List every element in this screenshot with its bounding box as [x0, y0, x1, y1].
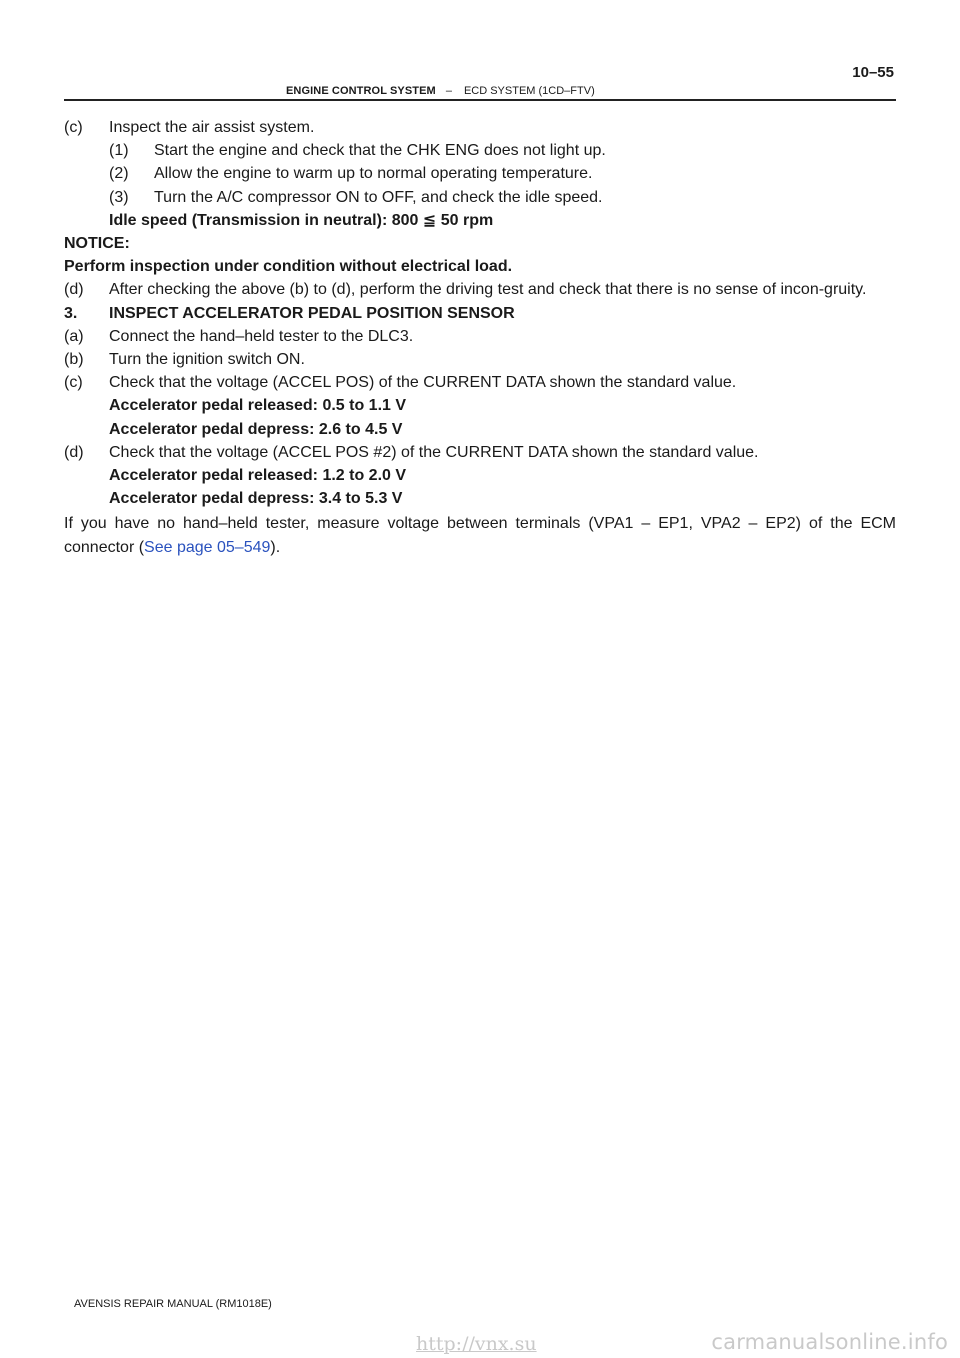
watermark-vnx: http://vnx.su — [416, 1333, 537, 1355]
step-d-driving-test — [64, 278, 896, 301]
substep-text: Turn the A/C compressor ON to OFF, and check the idle speed. — [154, 188, 603, 206]
no-tester-note — [64, 512, 896, 558]
step-marker: (c) — [64, 374, 83, 392]
page-number: 10–55 — [852, 64, 894, 81]
step-text: After checking the above (b) to (d), perform the driving test and check that there is no sense of incon-gruity. — [109, 281, 867, 299]
watermark-carmanuals: carmanualsonline.info — [711, 1330, 948, 1354]
header-section: ENGINE CONTROL SYSTEM — [286, 85, 436, 97]
spec-accel2-depress: Accelerator pedal depress: 3.4 to 5.3 V — [109, 490, 403, 508]
substep-marker: (3) — [109, 188, 129, 206]
step-title: INSPECT ACCELERATOR PEDAL POSITION SENSOR — [109, 304, 515, 322]
step-c-air-assist — [64, 116, 896, 139]
idle-speed-spec: Idle speed (Transmission in neutral): 800 ≦ 50 rpm — [109, 211, 494, 229]
step-3b — [64, 348, 896, 371]
step-marker: (a) — [64, 327, 84, 345]
spec-accel-depress: Accelerator pedal depress: 2.6 to 4.5 V — [109, 420, 403, 438]
see-page-link[interactable]: See page 05–549 — [144, 538, 271, 556]
notice-label: NOTICE: — [64, 235, 130, 253]
notice-text: Perform inspection under condition without electrical load. — [64, 258, 513, 276]
footer-manual-title: AVENSIS REPAIR MANUAL (RM1018E) — [74, 1298, 272, 1310]
substep-1 — [109, 139, 896, 162]
substep-3 — [109, 186, 896, 209]
step-3a — [64, 325, 896, 348]
page-content — [64, 116, 896, 559]
step-text: Connect the hand–held tester to the DLC3. — [109, 327, 414, 345]
step-text: Check that the voltage (ACCEL POS #2) of the CURRENT DATA shown the standard value. — [109, 443, 759, 461]
step-text: Turn the ignition switch ON. — [109, 351, 305, 369]
step-3d — [64, 441, 896, 464]
step-text: Check that the voltage (ACCEL POS) of the CURRENT DATA shown the standard value. — [109, 374, 737, 392]
spec-accel-released: Accelerator pedal released: 0.5 to 1.1 V — [109, 397, 407, 415]
step-text: Inspect the air assist system. — [109, 119, 315, 136]
substep-text: Allow the engine to warm up to normal operating temperature. — [154, 165, 593, 183]
header-rule — [64, 99, 896, 101]
substep-marker: (1) — [109, 142, 129, 160]
substep-2 — [109, 162, 896, 185]
step-number: 3. — [64, 304, 78, 322]
step-3c — [64, 371, 896, 394]
step-3-heading — [64, 302, 896, 325]
step-marker: (d) — [64, 281, 84, 299]
note-text: If you have no hand–held tester, measure voltage between terminals (VPA1 – EP1, VPA2 – EP2) of the ECM connector ( — [64, 515, 896, 556]
header-separator: – — [445, 85, 452, 97]
substep-marker: (2) — [109, 165, 129, 183]
spec-accel2-released: Accelerator pedal released: 1.2 to 2.0 V — [109, 467, 407, 485]
note-end: ). — [270, 538, 281, 556]
step-marker: (d) — [64, 443, 84, 461]
step-marker: (c) — [64, 119, 83, 136]
step-marker: (b) — [64, 351, 84, 369]
substep-text: Start the engine and check that the CHK ENG does not light up. — [154, 142, 606, 160]
page-header — [286, 85, 595, 97]
header-subsection: ECD SYSTEM (1CD–FTV) — [463, 85, 595, 97]
